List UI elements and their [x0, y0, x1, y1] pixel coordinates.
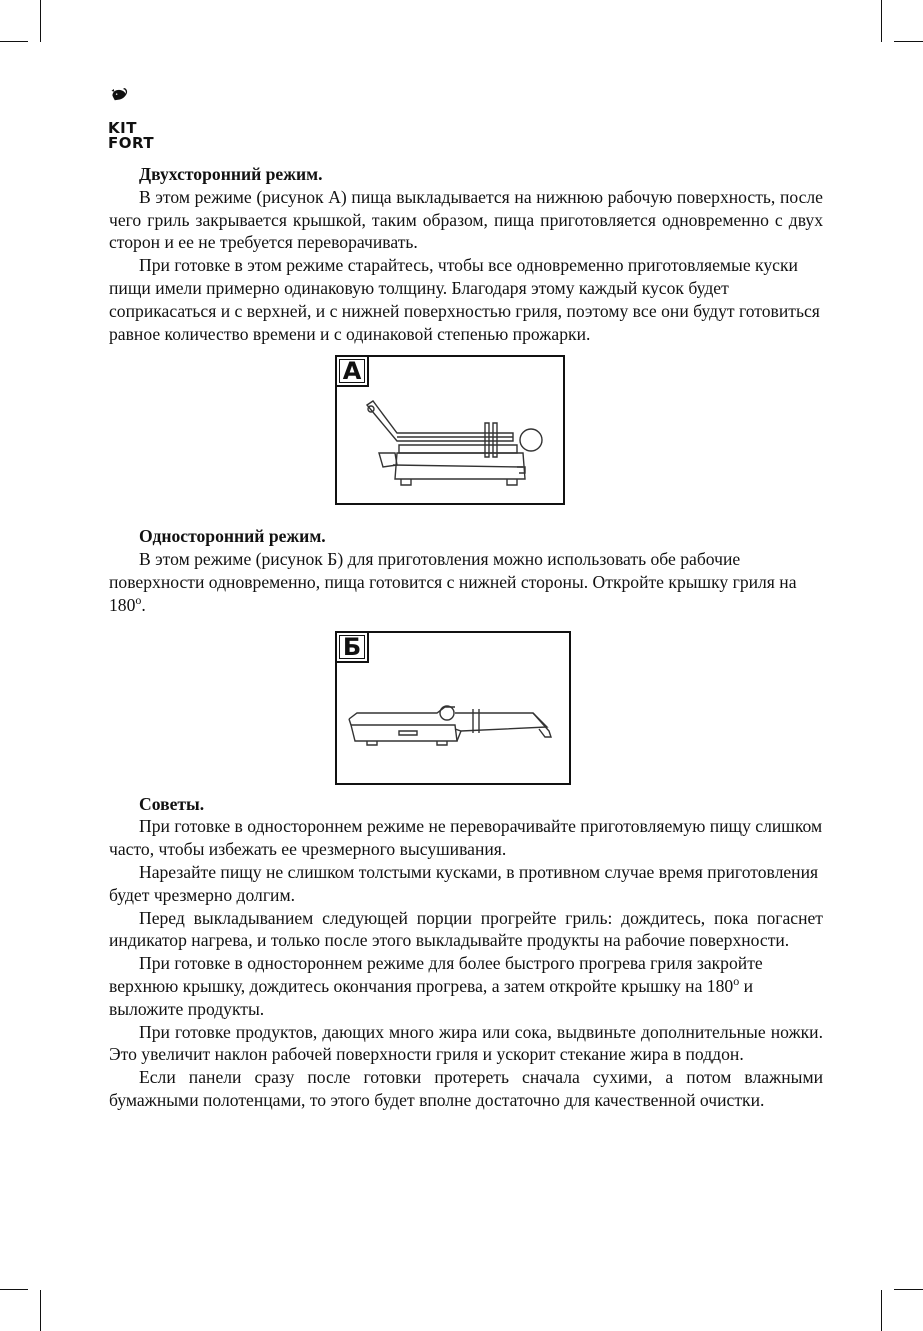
section-title-tips: Советы.	[139, 793, 205, 814]
grill-closed-illustration	[337, 357, 563, 503]
figure-label-b: Б	[337, 633, 369, 663]
tip-text: При готовке в одностороннем режиме для более быстрого прогрева гриля закройте верхнюю крышку, дождитесь окончания прогрева, а затем откройте крышку на 180	[109, 953, 763, 996]
brand-line-2: FORT	[108, 134, 155, 152]
figure-a-closed-grill	[335, 355, 565, 505]
crop-mark-bottom-left-v	[40, 1290, 41, 1331]
figure-label-a: А	[337, 357, 369, 387]
document-body	[109, 163, 823, 1112]
tip-paragraph: При готовке продуктов, дающих много жира или сока, выдвиньте дополнительные ножки. Это увеличит наклон рабочей поверхности гриля и ускорит стекание жира в поддон.	[109, 1021, 823, 1065]
tip-paragraph	[109, 952, 823, 1020]
tip-text-end: и выложите продукты.	[109, 975, 754, 1019]
crop-mark-bottom-right-h	[894, 1289, 923, 1290]
section-title-double: Двухсторонний режим.	[139, 164, 323, 184]
degree-sign: о	[733, 973, 740, 988]
crop-mark-top-left-h	[0, 41, 28, 42]
section-title-single: Односторонний режим.	[139, 526, 326, 547]
crop-mark-top-right-v	[881, 0, 882, 42]
kitfort-whale-logo	[92, 88, 162, 120]
grill-open-illustration	[337, 633, 569, 783]
brand-line-1: KIT	[108, 119, 137, 137]
crop-mark-bottom-left-h	[0, 1289, 28, 1290]
crop-mark-top-right-h	[894, 41, 923, 42]
tip-paragraph: При готовке в одностороннем режиме не переворачивайте приготовляемую пищу слишком часто, чтобы избежать ее чрезмерного высушивания.	[109, 816, 823, 860]
paragraph: В этом режиме (рисунок А) пища выкладывается на нижнюю рабочую поверхность, после чего гриль закрывается крышкой, таким образом, пища приготовляется одновременно с двух сторон и ее не требуется переворачивать.	[109, 186, 823, 253]
paragraph-text: В этом режиме (рисунок Б) для приготовления можно использовать обе рабочие поверхности одновременно, пища готовится с нижней стороны. Откройте крышку гриля на 180	[109, 549, 797, 615]
tip-paragraph: Нарезайте пищу не слишком толстыми кусками, в противном случае время приготовления будет чрезмерно долгим.	[109, 861, 819, 905]
degree-sign: о	[135, 592, 142, 607]
tip-paragraph: Перед выкладыванием следующей порции прогрейте гриль: дождитесь, пока погаснет индикатор нагрева, и только после этого выкладывайте продукты на рабочие поверхности.	[109, 907, 823, 951]
paragraph: При готовке в этом режиме старайтесь, чтобы все одновременно приготовляемые куски пищи имели примерно одинаковую толщину. Благодаря этому каждый кусок будет соприкасаться и с верхней, и с нижней поверхностью гриля, поэтому все они будут готовиться равное количество времени и с одинаковой степенью прожарки.	[109, 255, 820, 344]
figure-b-open-grill	[335, 631, 571, 785]
tip-paragraph: Если панели сразу после готовки протереть сначала сухими, а потом влажными бумажными полотенцами, то этого будет вполне достаточно для качественной очистки.	[109, 1067, 823, 1110]
crop-mark-bottom-right-v	[881, 1290, 882, 1331]
crop-mark-top-left-v	[40, 0, 41, 42]
paragraph	[109, 548, 823, 616]
paragraph-end: .	[141, 594, 146, 615]
